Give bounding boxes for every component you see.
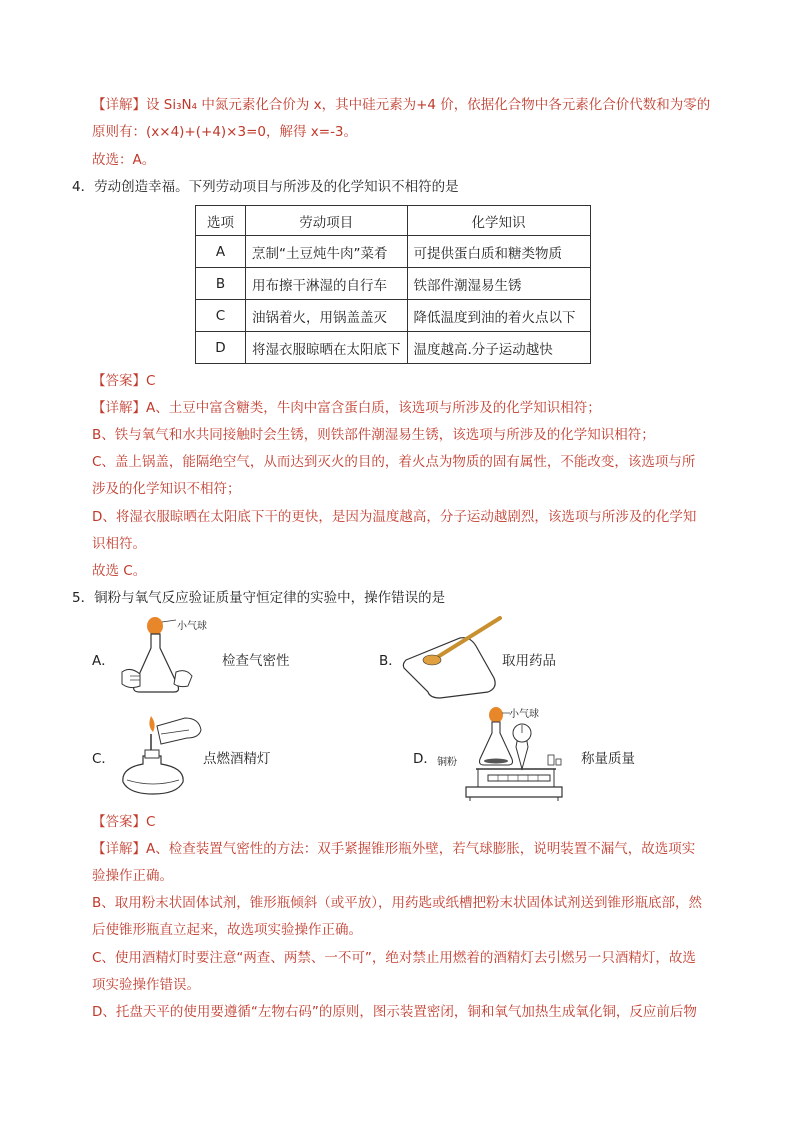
table-header-cell: 化学知识 — [407, 206, 590, 236]
table-row — [196, 236, 591, 268]
detail-5b-2: 后使锥形瓶直立起来，故选项实验操作正确。 — [92, 922, 362, 938]
balloon-label-d: 小气球 — [509, 709, 539, 720]
detail-5c-1: C、使用酒精灯时要注意“两查、两禁、一不可”，绝对禁止用燃着的酒精灯去引燃另一只酒精灯，故选 — [92, 950, 696, 966]
table-cell: 烹制“土豆炖牛肉”菜肴 — [246, 236, 408, 268]
reagent-taking-illustration — [400, 612, 510, 704]
table-cell: C — [196, 300, 246, 332]
option-d-letter: D． — [413, 751, 437, 767]
detail-5c-2: 项实验操作错误。 — [92, 977, 200, 993]
table-header-row — [196, 206, 591, 236]
alcohol-lamp-illustration — [115, 712, 207, 798]
table-row — [196, 332, 591, 364]
detail-5d-1: D、托盘天平的使用要遵循“左物右码”的原则，图示装置密闭，铜和氧气加热生成氧化铜，反应前后物 — [92, 1004, 697, 1020]
answer-5: 【答案】C — [92, 814, 156, 830]
table-cell: 用布擦干淋湿的自行车 — [246, 268, 408, 300]
table-row — [196, 300, 591, 332]
detail-4c-2: 涉及的化学知识不相符； — [92, 481, 241, 497]
option-b-caption: 取用药品 — [502, 653, 556, 669]
option-c-caption: 点燃酒精灯 — [203, 751, 271, 767]
copper-powder-label: 铜粉 — [437, 757, 457, 768]
option-c-letter: C． — [92, 751, 115, 767]
detail-4d-2: 识相符。 — [92, 536, 146, 552]
table-cell: 铁部件潮湿易生锈 — [407, 268, 590, 300]
option-a-letter: A． — [92, 653, 115, 669]
balloon-label-a: 小气球 — [177, 621, 207, 632]
table-cell: B — [196, 268, 246, 300]
table-cell: A — [196, 236, 246, 268]
question-5: 5．铜粉与氧气反应验证质量守恒定律的实验中，操作错误的是 — [72, 590, 446, 606]
option-d-caption: 称量质量 — [581, 751, 635, 767]
answer-4: 【答案】C — [92, 373, 156, 389]
detail-5b-1: B、取用粉末状固体试剂，锥形瓶倾斜（或平放），用药匙或纸槽把粉末状固体试剂送到锥形瓶底部，然 — [92, 895, 703, 911]
question-4: 4．劳动创造幸福。下列劳动项目与所涉及的化学知识不相符的是 — [72, 179, 459, 195]
detail-4b: B、铁与氧气和水共同接触时会生锈，则铁部件潮湿易生锈，该选项与所涉及的化学知识相符； — [92, 427, 655, 443]
table-cell: 降低温度到油的着火点以下 — [407, 300, 590, 332]
select-answer-3: 故选：A。 — [92, 152, 156, 168]
detail-5a-2: 验操作正确。 — [92, 868, 173, 884]
detail-4a: 【详解】A、土豆中富含糖类，牛肉中富含蛋白质，该选项与所涉及的化学知识相符； — [92, 400, 601, 416]
detail-line-2: 原则有：(x×4)+(+4)×3=0，解得 x=-3。 — [92, 124, 358, 140]
option-b-letter: B． — [379, 653, 402, 669]
detail-5a-1: 【详解】A、检查装置气密性的方法：双手紧握锥形瓶外壁，若气球膨胀，说明装置不漏气，故选项实 — [92, 841, 696, 857]
options-table — [195, 205, 591, 364]
select-answer-4: 故选 C。 — [92, 563, 147, 579]
table-header-cell: 劳动项目 — [246, 206, 408, 236]
table-cell: 油锅着火，用锅盖盖灭 — [246, 300, 408, 332]
table-cell: D — [196, 332, 246, 364]
table-header-cell: 选项 — [196, 206, 246, 236]
table-cell: 将湿衣服晾晒在太阳底下 — [246, 332, 408, 364]
table-cell: 温度越高.分子运动越快 — [407, 332, 590, 364]
option-a-caption: 检查气密性 — [222, 653, 290, 669]
detail-line-1: 【详解】设 Si₃N₄ 中氮元素化合价为 x，其中硅元素为+4 价，依据化合物中各元素化合价代数和为零的 — [92, 97, 711, 113]
table-row — [196, 268, 591, 300]
table-cell: 可提供蛋白质和糖类物质 — [407, 236, 590, 268]
detail-4d-1: D、将湿衣服晾晒在太阳底下干的更快，是因为温度越高，分子运动越剧烈，该选项与所涉及的化学知 — [92, 509, 697, 525]
detail-4c-1: C、盖上锅盖，能隔绝空气，从而达到灭火的目的，着火点为物质的固有属性，不能改变，该选项与所 — [92, 454, 696, 470]
